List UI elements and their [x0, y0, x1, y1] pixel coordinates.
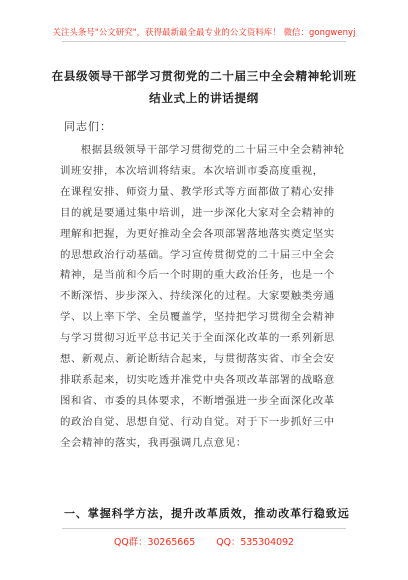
body-line: 与学习贯彻习近平总书记关于全面深化改革的一系列新思	[60, 332, 335, 345]
body-line: 目的就是要通过集中培训，进一步深化大家对全会精神的	[60, 206, 335, 219]
body-line: 图和省、市委的具体要求，不断增强进一步全面深化改革	[60, 394, 335, 407]
body-line: 全会精神的落实，我再强调几点意见：	[60, 436, 247, 449]
body-line: 理解和把握，为更好推动全会各项部署落地落实奠定坚实	[60, 227, 335, 240]
section-1-heading: 一、掌握科学方法，提升改革质效，推动改革行稳致远	[64, 507, 350, 520]
salutation: 同志们：	[64, 120, 112, 133]
body-line: 的思想政治行动基础。学习宣传贯彻党的二十届三中全会	[60, 248, 335, 261]
body-line: 不断深悟、步步深入、持续深化的过程。大家要触类旁通	[60, 290, 335, 303]
document-title-line-2: 结业式上的讲话提纲	[149, 91, 259, 105]
document-title-line-1: 在县级领导干部学习贯彻党的二十届三中全会精神轮训班	[51, 69, 357, 83]
body-line: 学、以上率下学、全员覆盖学，坚持把学习贯彻全会精神	[60, 311, 335, 324]
body-line: 训班安排，本次培训将结束。本次培训市委高度重视，	[60, 164, 324, 177]
footer-qq-number: QQ：535304092	[216, 537, 295, 548]
body-line: 排联系起来，切实吃透并准党中央各项改革部署的战略意	[60, 373, 335, 386]
body-paragraph	[60, 140, 356, 454]
body-line: 在课程安排、师资力量、教学形式等方面都做了精心安排	[60, 185, 335, 198]
body-line: 根据县级领导干部学习贯彻党的二十届三中全会精神轮	[80, 144, 345, 156]
body-line: 想、新观点、新论断结合起来，与贯彻落实省、市全会安	[60, 353, 335, 366]
body-line: 精神，是当前和今后一个时期的重大政治任务，也是一个	[60, 269, 335, 282]
footer-qq-group: QQ群：30265665	[113, 537, 196, 548]
footer-divider	[62, 528, 346, 529]
header-promo-note: 关注头条号"公文研究"，获得最新最全最专业的公文资料库！ 微信：gongwenyj	[52, 27, 356, 37]
footer-contact	[0, 534, 408, 548]
body-line: 的政治自觉、思想自觉、行动自觉。对于下一步抓好三中	[60, 415, 335, 428]
header-divider	[62, 41, 346, 42]
